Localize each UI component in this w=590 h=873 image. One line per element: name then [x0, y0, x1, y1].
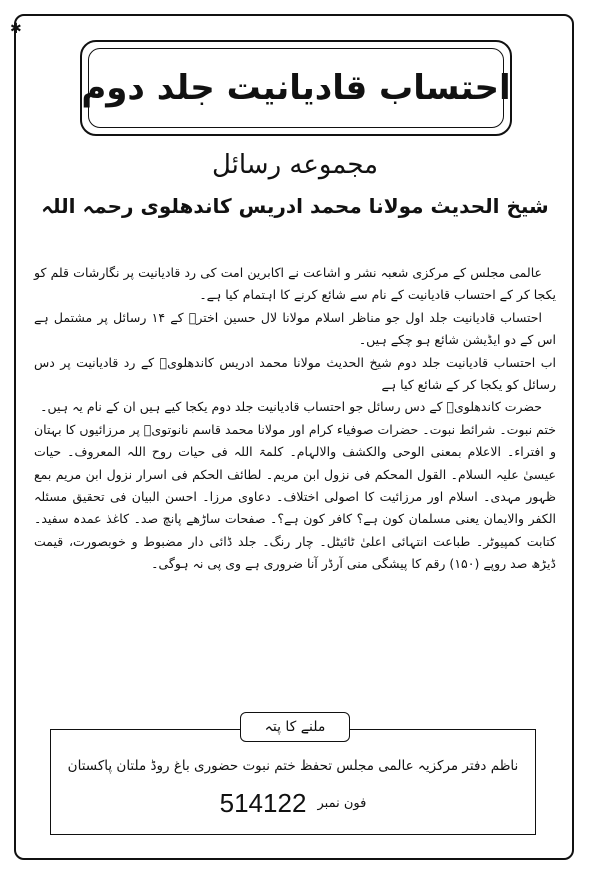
phone-number: 514122: [219, 788, 307, 818]
phone-label: فون نمبر: [317, 796, 367, 811]
title-inner-frame: [81, 48, 511, 128]
page-title: احتساب قادیانیت جلد دوم: [81, 68, 511, 108]
paragraph-titles-list: ختم نبوت۔ شرائط نبوت۔ حضرات صوفیاء کرام اور مولانا محمد قاسم نانوتویؒ پر مرزائیوں کا بہتان و افتراء۔ الاعلام بمعنی الوحی والکشف والالہام۔ کلمۃ اللہ فی حیات روح اللہ المعروف۔ حیات عیسیٰ علیہ السلام۔ القول المحکم فی نزول ابن مریم۔ لطائف الحکم فی اسرار نزول ابن مریم بمع ظہور مہدی۔ اسلام اور مرزائیت کا اصولی اختلاف۔ دعاوی مرزا۔ احسن البیان فی تحقیق مسئلہ الکفر والایمان یعنی مسلمان کون ہے؟ کافر کون ہے؟۔ صفحات ساڑھے پانچ صد۔ کاغذ عمدہ سفید۔ کتابت کمپیوٹر۔ طباعت انتہائی اعلیٰ ٹائیٹل۔ چار رنگ۔ جلد ڈائی دار مضبوط و خوبصورت، قیمت ڈیڑھ صد روپے (۱۵۰) رقم کا پیشگی منی آرڈر آنا ضروری ہے وی پی نہ ہوگی۔: [34, 421, 556, 572]
collection-heading: مجموعه رسائل: [211, 150, 379, 180]
phone-line: [56, 788, 530, 819]
title-frame: [80, 40, 512, 136]
paragraph-volume-one: احتساب قادیانیت جلد اول جو مناظر اسلام مولانا لال حسین اخترؒ کے ۱۴ رسائل پر مشتمل ہے اس کے دو ایڈیشن شائع ہو چکے ہیں۔: [34, 309, 556, 348]
corner-mark: ✱: [10, 21, 22, 37]
author-heading: شیخ الحدیث مولانا محمد ادریس کاندھلوی رحمہ اللہ: [41, 194, 549, 218]
body-text: [34, 262, 556, 576]
address-label: ملنے کا پتہ: [240, 712, 350, 742]
address-box: [50, 729, 536, 835]
paragraph-list-intro: حضرت کاندھلویؒ کے دس رسائل جو احتساب قادیانیت جلد دوم یکجا کیے ہیں ان کے نام یہ ہیں۔: [40, 399, 542, 415]
address-text: ناظم دفتر مرکزیہ عالمی مجلس تحفظ ختم نبوت حضوری باغ روڈ ملتان پاکستان: [67, 758, 519, 774]
paragraph-intro: عالمی مجلس کے مرکزی شعبہ نشر و اشاعت نے اکابرین امت کی رد قادیانیت پر نگارشات قلم کو یکجا کر کے احتساب قادیانیت کے نام سے شائع کرنے کا اہتمام کیا ہے۔: [34, 265, 556, 303]
paragraph-volume-two: اب احتساب قادیانیت جلد دوم شیخ الحدیث مولانا محمد ادریس کاندھلویؒ کے رد قادیانیت پر دس رسائل کو یکجا کر کے شائع کیا ہے: [34, 354, 556, 393]
